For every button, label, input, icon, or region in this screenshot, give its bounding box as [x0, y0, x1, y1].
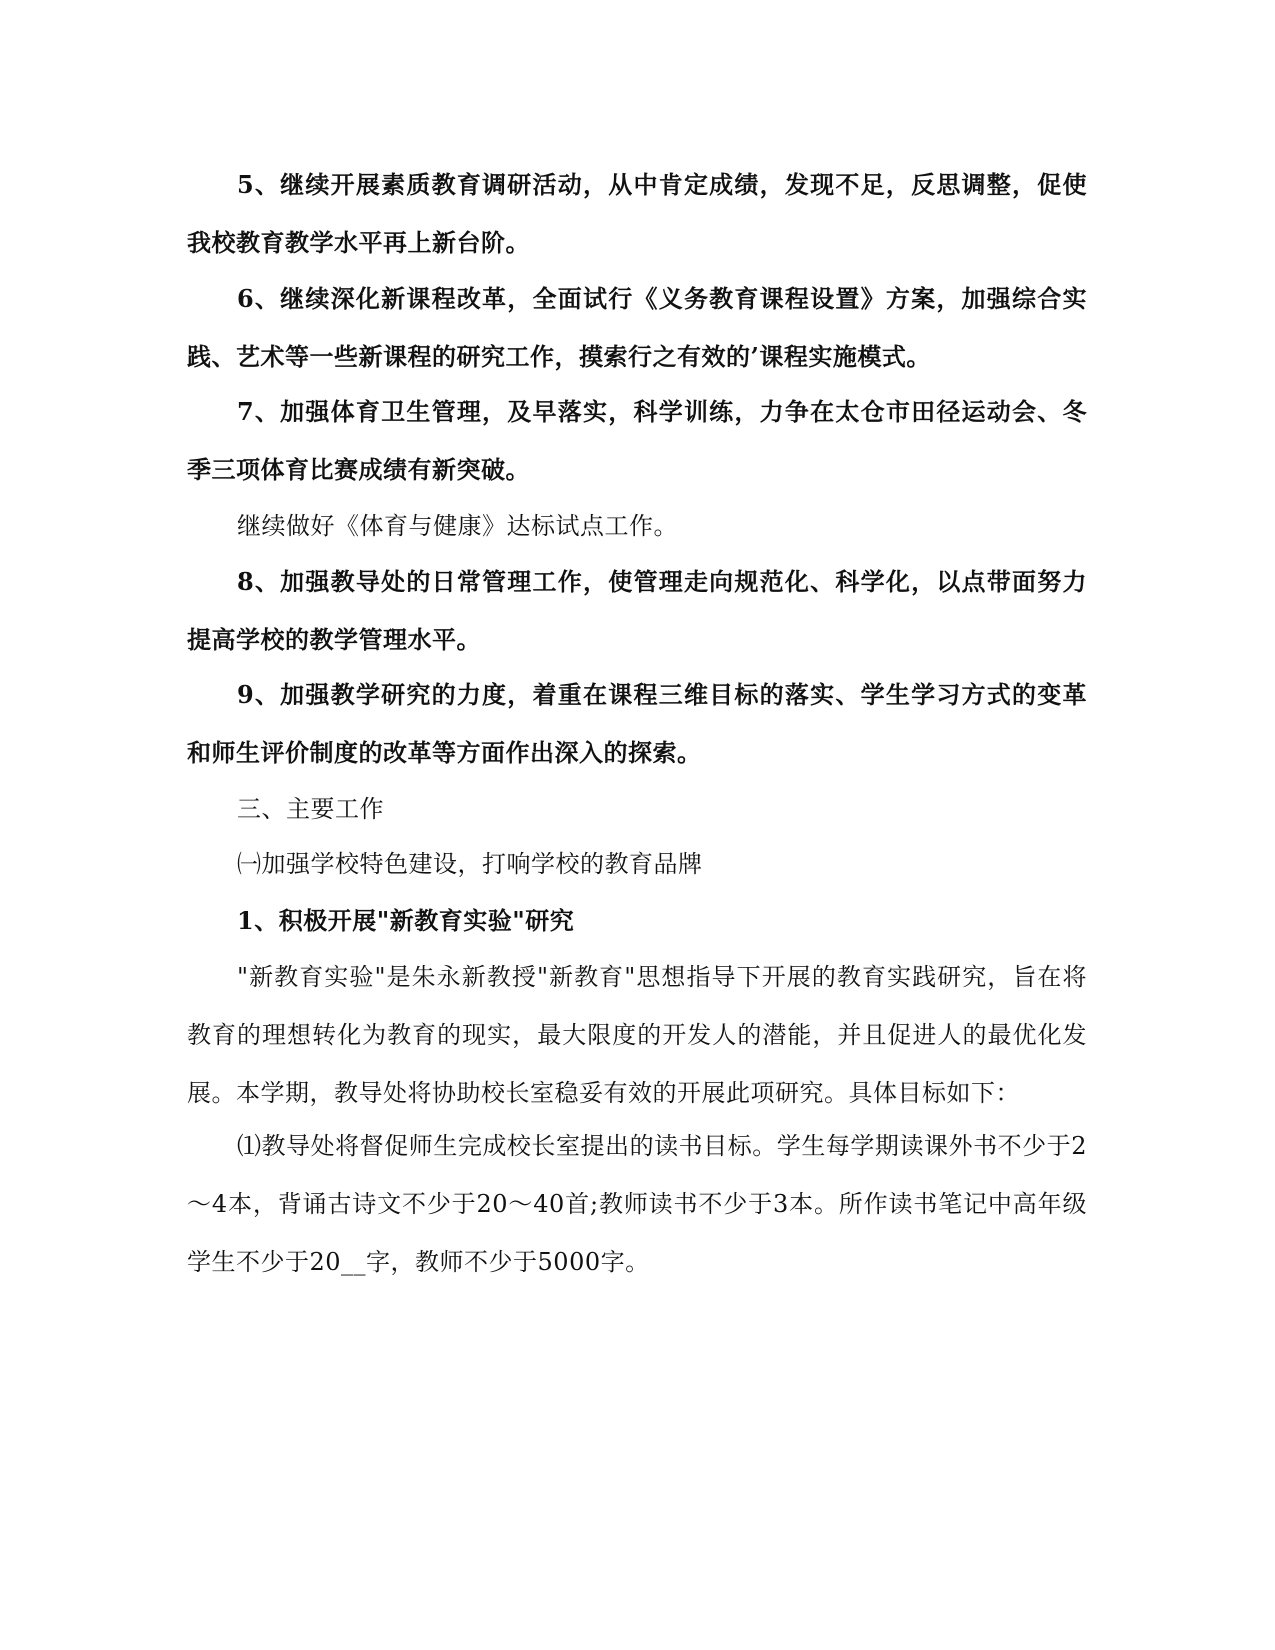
item-heading-new-education-experiment: 1、积极开展"新教育实验"研究	[237, 906, 575, 935]
section-heading-main-work: 三、主要工作	[237, 795, 384, 823]
paragraph-item-7-followup: 继续做好《体育与健康》达标试点工作。	[237, 512, 678, 540]
paragraph-item-8: 8、加强教导处的日常管理工作，使管理走向规范化、科学化，以点带面努力提高学校的教学管理水平。	[187, 567, 1087, 654]
paragraph-item-6: 6、继续深化新课程改革，全面试行《义务教育课程设置》方案，加强综合实践、艺术等一些新课程的研究工作，摸索行之有效的’课程实施模式。	[187, 284, 1087, 371]
paragraph-item-9: 9、加强教学研究的力度，着重在课程三维目标的落实、学生学习方式的变革和师生评价制度的改革等方面作出深入的探索。	[187, 680, 1087, 767]
paragraph-item-5: 5、继续开展素质教育调研活动，从中肯定成绩，发现不足，反思调整，促使我校教育教学水平再上新台阶。	[187, 170, 1087, 257]
subsection-heading-school-features: ㈠加强学校特色建设，打响学校的教育品牌	[237, 850, 703, 878]
paragraph-new-education-description: "新教育实验"是朱永新教授"新教育"思想指导下开展的教育实践研究，旨在将教育的理想转化为教育的现实，最大限度的开发人的潜能，并且促进人的最优化发展。本学期，教导处将协助校长室稳妥有效的开展此项研究。具体目标如下：	[187, 963, 1087, 1107]
paragraph-item-7: 7、加强体育卫生管理，及早落实，科学训练，力争在太仓市田径运动会、冬季三项体育比赛成绩有新突破。	[187, 397, 1087, 484]
paragraph-reading-goals: ⑴教导处将督促师生完成校长室提出的读书目标。学生每学期读课外书不少于2～4本，背诵古诗文不少于20～40首;教师读书不少于3本。所作读书笔记中高年级学生不少于20__字，教师不少于5000字。	[187, 1132, 1087, 1276]
